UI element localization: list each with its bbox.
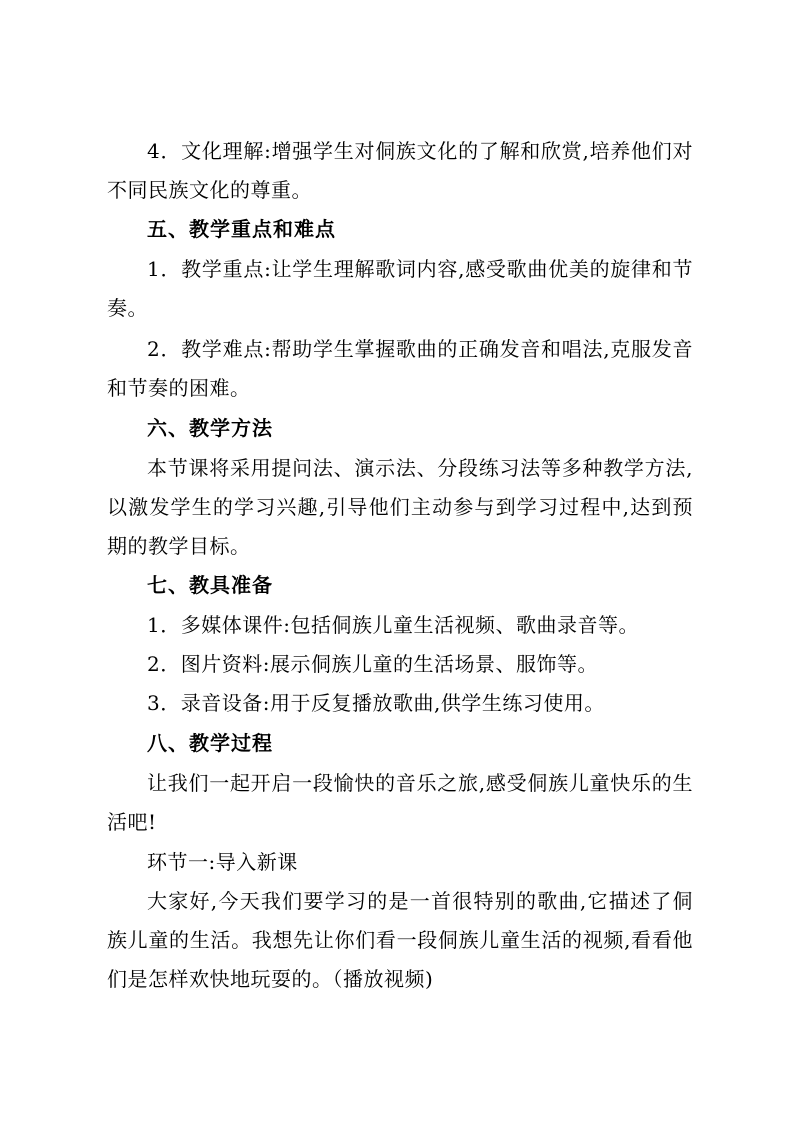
section-heading-teaching-methods: 六、教学方法 <box>147 416 273 440</box>
section-heading-teaching-aids: 七、教具准备 <box>147 573 273 597</box>
section-heading-teaching-process: 八、教学过程 <box>147 731 273 755</box>
paragraph-teaching-key-point: 1．教学重点:让学生理解歌词内容,感受歌曲优美的旋律和节奏。 <box>107 257 693 320</box>
paragraph-greeting: 大家好,今天我们要学习的是一首很特别的歌曲,它描述了侗族儿童的生活。我想先让你们看一段侗族儿童生活的视频,看看他们是怎样欢快地玩耍的。（播放视频) <box>107 889 693 991</box>
paragraph-teaching-difficulty: 2．教学难点:帮助学生掌握歌曲的正确发音和唱法,克服发音和节奏的困难。 <box>107 337 693 400</box>
section-heading-key-difficult-points: 五、教学重点和难点 <box>147 217 336 241</box>
paragraph-picture-materials: 2．图片资料:展示侗族儿童的生活场景、服饰等。 <box>147 652 598 676</box>
paragraph-teaching-methods: 本节课将采用提问法、演示法、分段练习法等多种教学方法,以激发学生的学习兴趣,引导他们主动参与到学习过程中,达到预期的教学目标。 <box>107 456 693 558</box>
paragraph-intro: 让我们一起开启一段愉快的音乐之旅,感受侗族儿童快乐的生活吧! <box>107 771 693 834</box>
paragraph-multimedia-courseware: 1．多媒体课件:包括侗族儿童生活视频、歌曲录音等。 <box>147 613 639 637</box>
paragraph-step-one-title: 环节一:导入新课 <box>147 850 298 874</box>
paragraph-culture-understanding: 4．文化理解:增强学生对侗族文化的了解和欣赏,培养他们对不同民族文化的尊重。 <box>107 139 693 202</box>
paragraph-recording-equipment: 3．录音设备:用于反复播放歌曲,供学生练习使用。 <box>147 691 605 715</box>
